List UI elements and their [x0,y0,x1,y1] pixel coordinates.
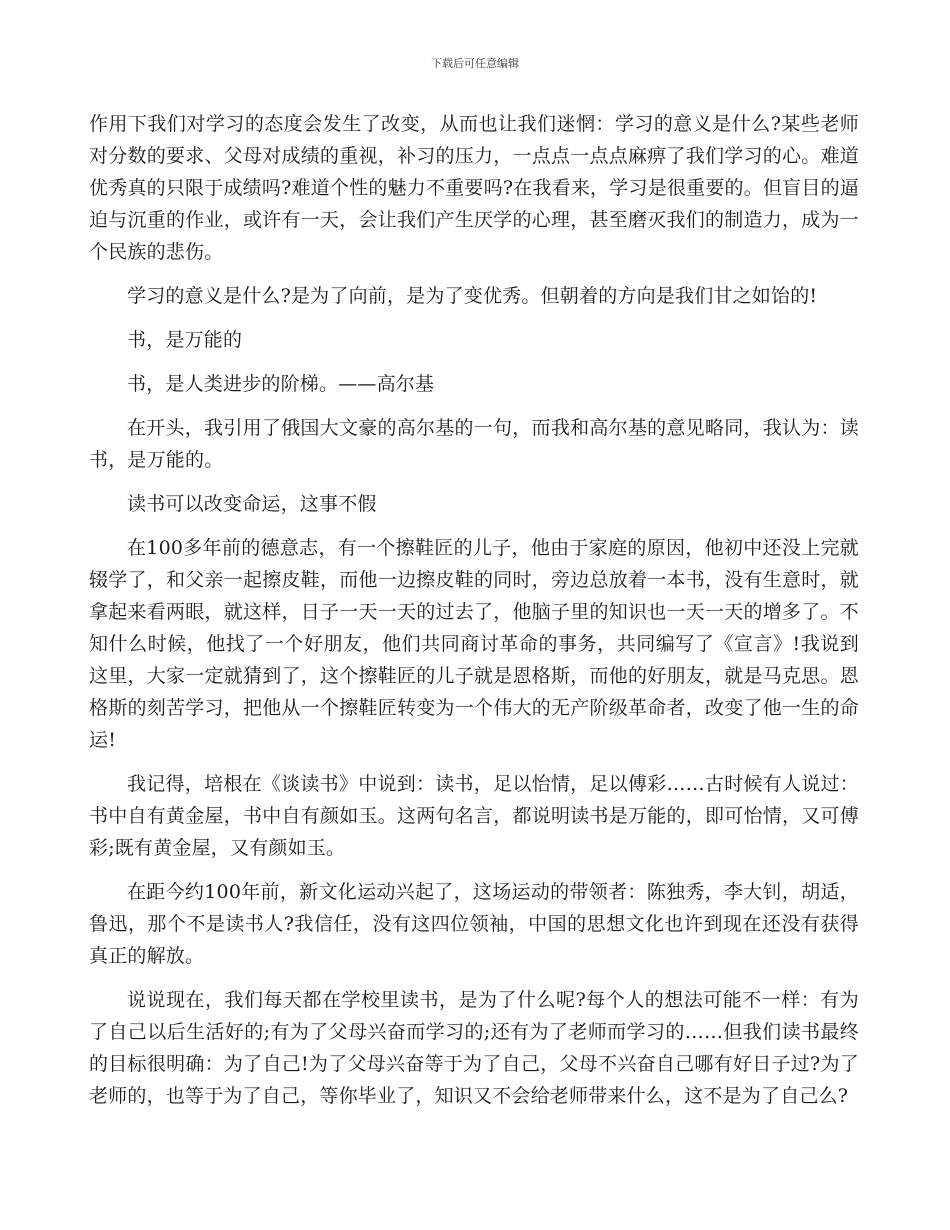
page-header: 下载后可任意编辑 [431,57,519,70]
paragraph: 我记得，培根在《谈读书》中说到：读书，足以怡情，足以傅彩……古时候有人说过：书中自有黄金屋，书中自有颜如玉。这两句名言，都说明读书是万能的，即可怡情，又可傅彩;既有黄金屋，又有颜如玉。 [89,773,859,859]
quote: 书，是人类进步的阶梯。——高尔基 [127,373,435,395]
paragraph: 说说现在，我们每天都在学校里读书，是为了什么呢?每个人的想法可能不一样：有为了自己以后生活好的;有为了父母兴奋而学习的;还有为了老师而学习的……但我们读书最终的目标很明确：为了自己!为了父母兴奋等于为了自己，父母不兴奋自己哪有好日子过?为了老师的，也等于为了自己，等你毕业了，知识又不会给老师带来什么，这不是为了自己么? [89,989,859,1107]
document-body [89,108,859,1124]
paragraph: 作用下我们对学习的态度会发生了改变，从而也让我们迷惘：学习的意义是什么?某些老师对分数的要求、父母对成绩的重视，补习的压力，一点点一点点麻痹了我们学习的心。难道优秀真的只限于成绩吗?难道个性的魅力不重要吗?在我看来，学习是很重要的。但盲目的逼迫与沉重的作业，或许有一天，会让我们产生厌学的心理，甚至磨灭我们的制造力，成为一个民族的悲伤。 [89,113,859,263]
paragraph: 学习的意义是什么?是为了向前，是为了变优秀。但朝着的方向是我们甘之如饴的! [127,285,818,307]
paragraph: 在距今约100年前，新文化运动兴起了，这场运动的带领者：陈独秀，李大钊，胡适，鲁迅，那个不是读书人?我信任，没有这四位领袖，中国的思想文化也许到现在还没有获得真正的解放。 [89,881,859,967]
paragraph: 在开头，我引用了俄国大文豪的高尔基的一句，而我和高尔基的意见略同，我认为：读书，是万能的。 [89,417,859,471]
section-heading: 书，是万能的 [127,329,243,351]
section-heading: 读书可以改变命运，这事不假 [127,493,377,515]
paragraph: 在100多年前的德意志，有一个擦鞋匠的儿子，他由于家庭的原因，他初中还没上完就辍学了，和父亲一起擦皮鞋，而他一边擦皮鞋的同时，旁边总放着一本书，没有生意时，就拿起来看两眼，就这样，日子一天一天的过去了，他脑子里的知识也一天一天的增多了。不知什么时候，他找了一个好朋友，他们共同商讨革命的事务，共同编写了《宣言》!我说到这里，大家一定就猜到了，这个擦鞋匠的儿子就是恩格斯，而他的好朋友，就是马克思。恩格斯的刻苦学习，把他从一个擦鞋匠转变为一个伟大的无产阶级革命者，改变了他一生的命运! [89,537,859,751]
